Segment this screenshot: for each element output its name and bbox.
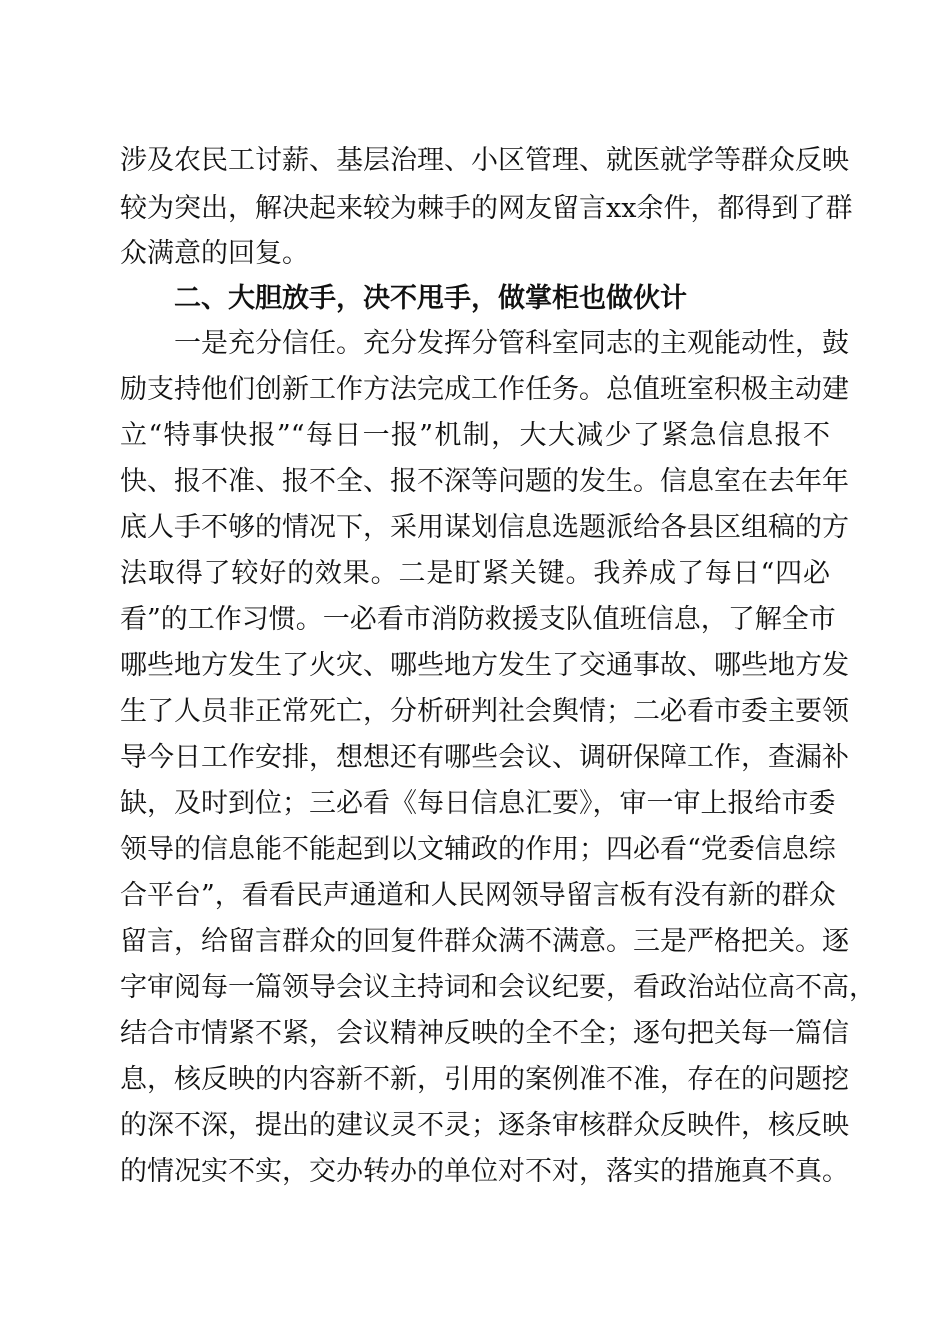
paragraph-line-7: 看”的工作习惯。一必看市消防救援支队值班信息，了解全市	[120, 604, 836, 635]
paragraph-line-3: 立“特事快报”“每日一报”机制，大大减少了紧急信息报不	[120, 420, 830, 451]
paragraph-line-14: 留言，给留言群众的回复件群众满不满意。三是严格把关。逐	[120, 926, 849, 957]
paragraph-line-1: 一是充分信任。充分发挥分管科室同志的主观能动性，鼓	[174, 328, 849, 359]
paragraph-line-6: 法取得了较好的效果。二是盯紧关键。我养成了每日“四必	[120, 558, 830, 589]
continuation-line-3: 众满意的回复。	[120, 238, 309, 269]
paragraph-line-5: 底人手不够的情况下，采用谋划信息选题派给各县区组稿的方	[120, 512, 849, 543]
paragraph-line-8: 哪些地方发生了火灾、哪些地方发生了交通事故、哪些地方发	[120, 650, 849, 681]
paragraph-line-9: 生了人员非正常死亡，分析研判社会舆情；二必看市委主要领	[120, 696, 849, 727]
paragraph-line-19: 的情况实不实，交办转办的单位对不对，落实的措施真不真。	[120, 1156, 849, 1187]
paragraph-line-13: 合平台”，看看民声通道和人民网领导留言板有没有新的群众	[120, 880, 836, 911]
paragraph-line-11: 缺，及时到位；三必看《每日信息汇要》，审一审上报给市委	[120, 788, 836, 819]
paragraph-line-15: 字审阅每一篇领导会议主持词和会议纪要，看政治站位高不高，	[120, 972, 876, 1003]
paragraph-line-16: 结合市情紧不紧，会议精神反映的全不全；逐句把关每一篇信	[120, 1018, 849, 1049]
paragraph-line-18: 的深不深，提出的建议灵不灵；逐条审核群众反映件，核反映	[120, 1110, 849, 1141]
continuation-line-1: 涉及农民工讨薪、基层治理、小区管理、就医就学等群众反映	[120, 145, 849, 176]
paragraph-line-2: 励支持他们创新工作方法完成工作任务。总值班室积极主动建	[120, 374, 849, 405]
paragraph-line-10: 导今日工作安排，想想还有哪些会议、调研保障工作，查漏补	[120, 742, 849, 773]
continuation-line-2: 较为突出，解决起来较为棘手的网友留言xx余件，都得到了群	[120, 193, 853, 224]
section-heading: 二、大胆放手，决不甩手，做掌柜也做伙计	[174, 283, 687, 314]
paragraph-line-17: 息，核反映的内容新不新，引用的案例准不准，存在的问题挖	[120, 1064, 849, 1095]
paragraph-line-12: 领导的信息能不能起到以文辅政的作用；四必看“党委信息综	[120, 834, 836, 865]
paragraph-line-4: 快、报不准、报不全、报不深等问题的发生。信息室在去年年	[120, 466, 849, 497]
